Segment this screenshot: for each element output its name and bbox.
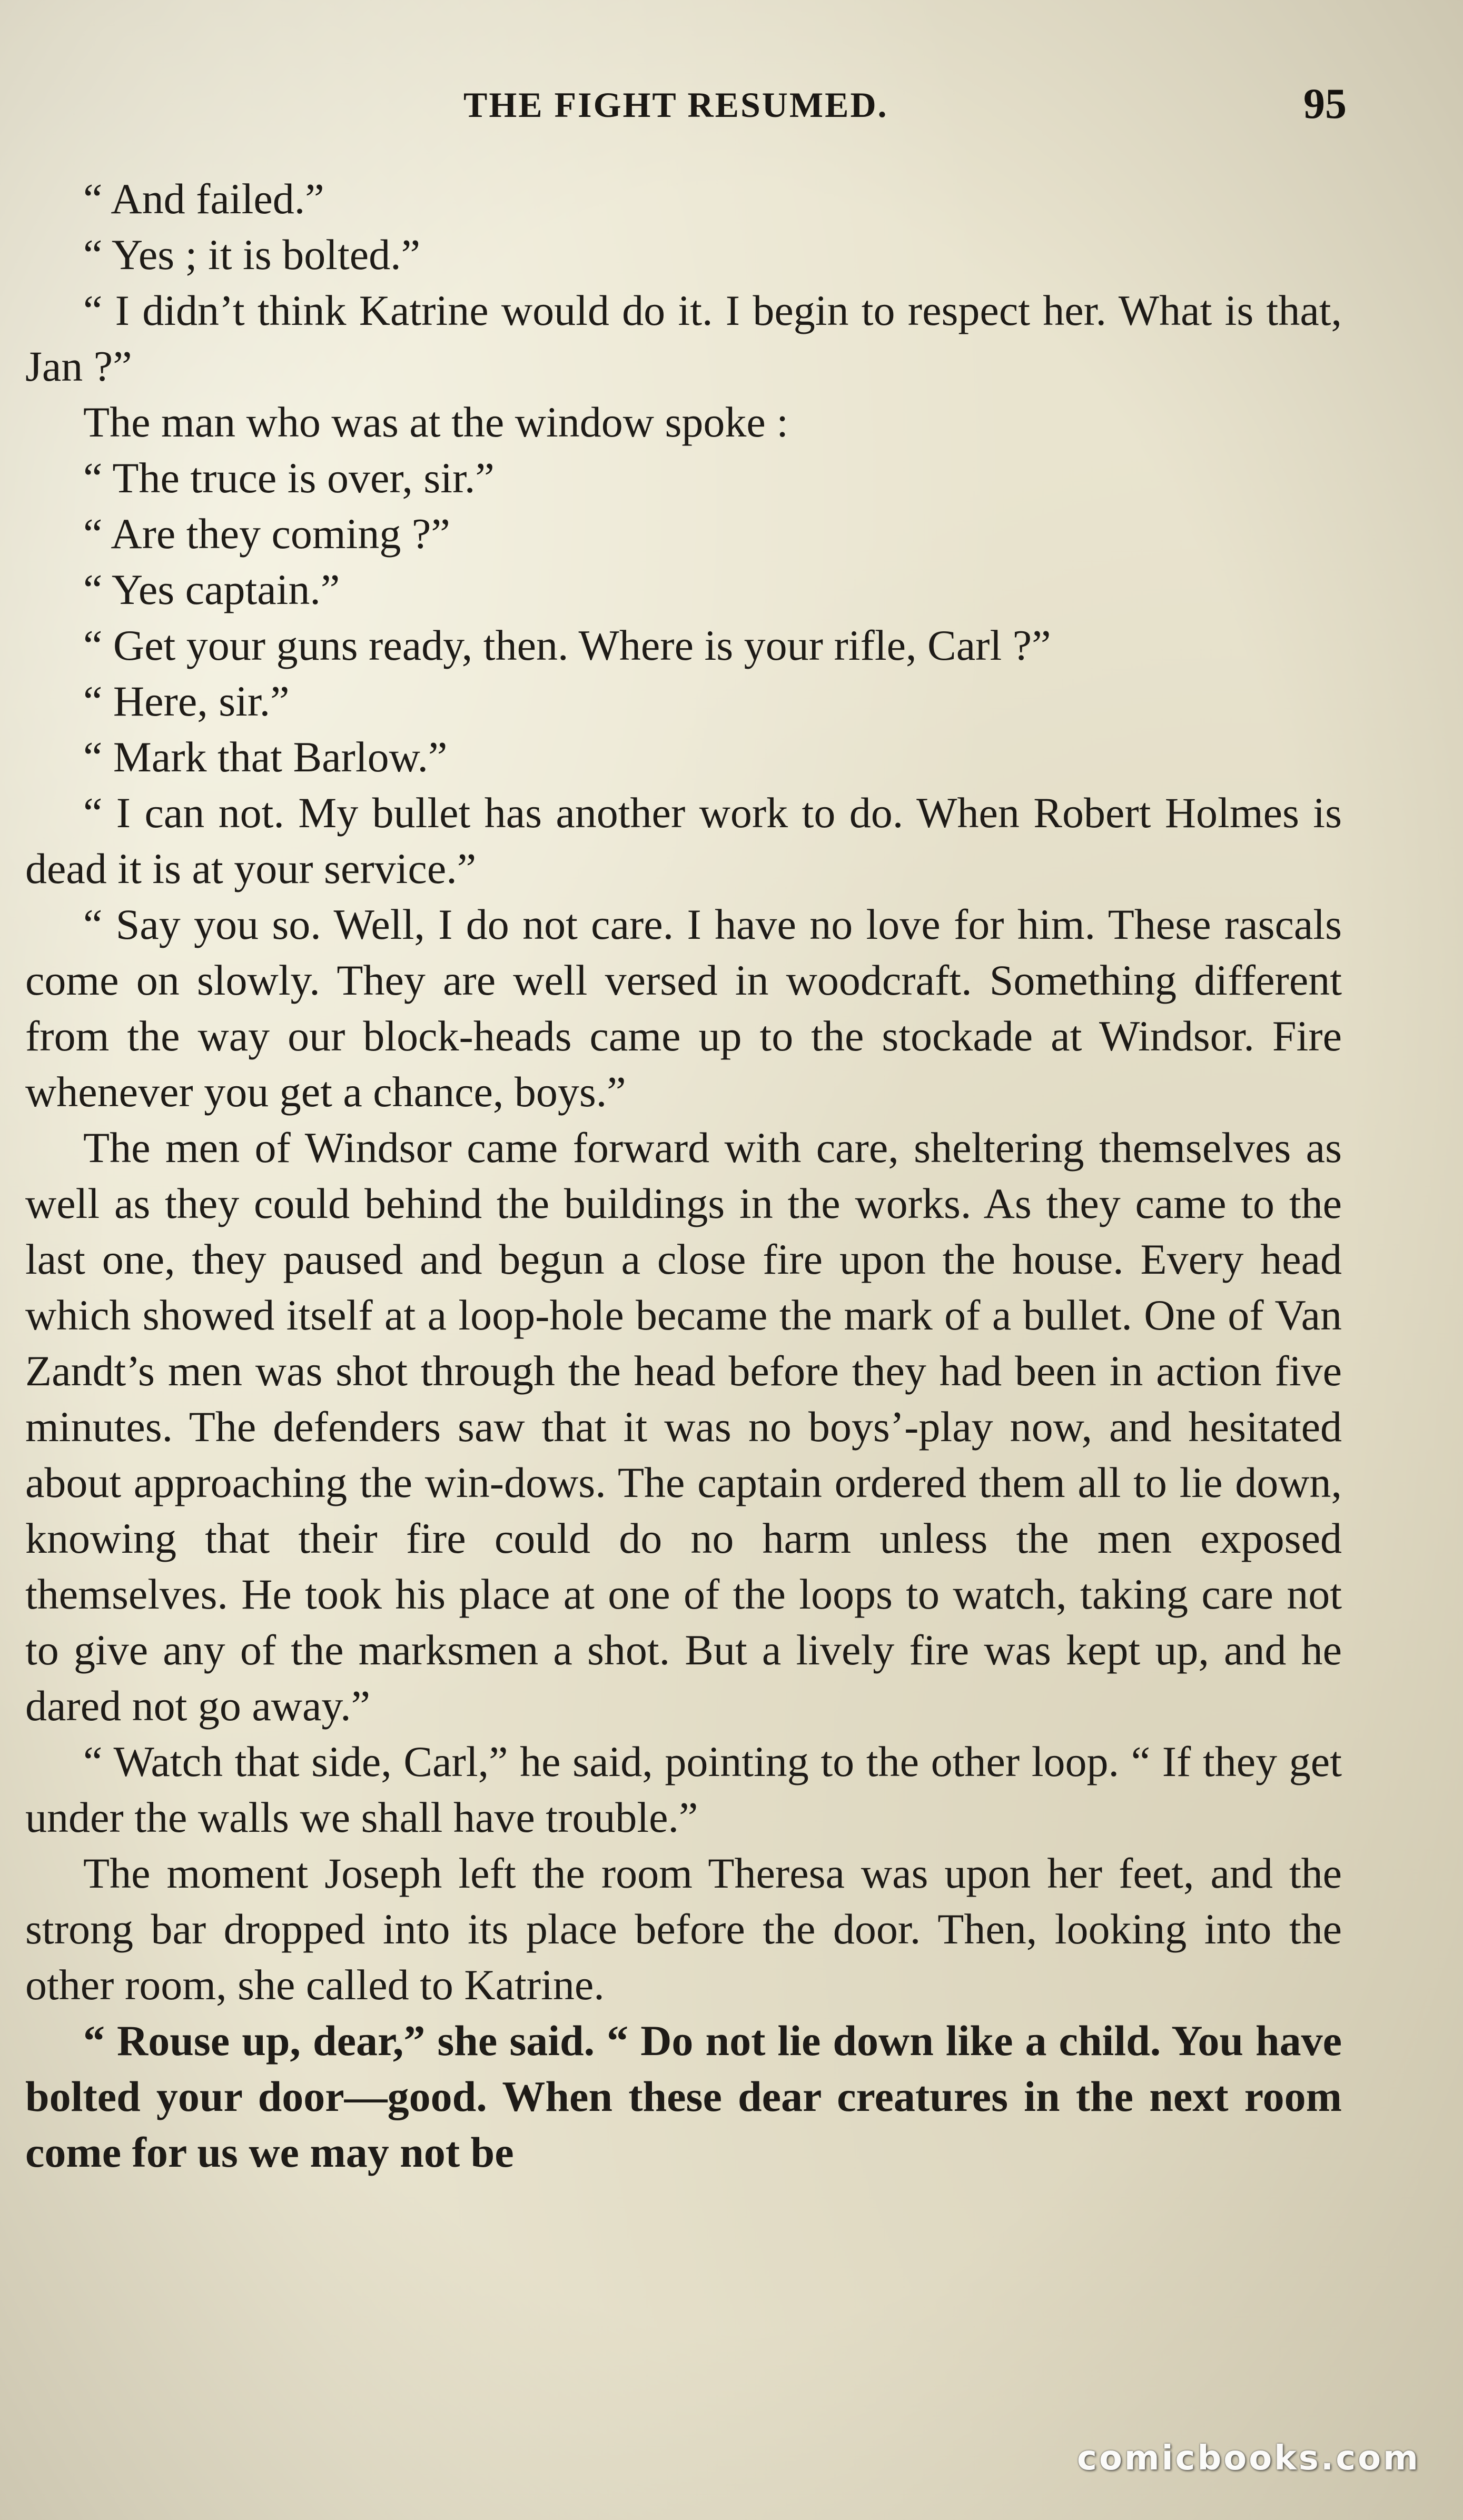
paragraph: “ Rouse up, dear,” she said. “ Do not lie down like a child. You have bolted your door—good. When these dear creatures in the next room come for us we may not be [25, 2017, 1342, 2176]
paragraph: “ Mark that Barlow.” [83, 733, 448, 781]
paragraph: “ The truce is over, sir.” [83, 454, 495, 502]
running-head [0, 79, 1463, 137]
paragraph: “ I can not. My bullet has another work to do. When Robert Holmes is dead it is at your service.” [25, 789, 1342, 892]
paragraph: “ Yes ; it is bolted.” [83, 231, 421, 279]
watermark: comicbooks.com [1077, 2439, 1420, 2478]
paragraph: “ Get your guns ready, then. Where is your rifle, Carl ?” [83, 621, 1051, 669]
body-text [25, 171, 1342, 2180]
paragraph: “ Here, sir.” [83, 677, 290, 725]
paragraph: The moment Joseph left the room Theresa was upon her feet, and the strong bar dropped into its place before the door. Then, looking into the other room, she called to Katrine. [25, 1849, 1342, 2009]
paragraph: “ And failed.” [83, 175, 324, 223]
paragraph: “ Say you so. Well, I do not care. I have no love for him. These rascals come on slowly. They are well versed in woodcraft. Something different from the way our block-heads came up to the stockade at Windsor. Fire whenever you get a chance, boys.” [25, 900, 1342, 1116]
paragraph: “ Are they coming ?” [83, 510, 450, 558]
paragraph: The men of Windsor came forward with care, sheltering themselves as well as they could behind the buildings in the works. As they came to the last one, they paused and begun a close fire upon the house. Every head which showed itself at a loop-hole became the mark of a bullet. One of Van Zandt’s men was shot through the head before they had been in action five minutes. The defenders saw that it was no boys’-play now, and hesitated about approaching the win-dows. The captain ordered them all to lie down, knowing that their fire could do no harm unless the men exposed themselves. He took his place at one of the loops to watch, taking care not to give any of the marksmen a shot. But a lively fire was kept up, and he dared not go away.” [25, 1124, 1342, 1730]
paragraph: “ Watch that side, Carl,” he said, pointing to the other loop. “ If they get under the walls we shall have trouble.” [25, 1738, 1342, 1841]
paragraph: The man who was at the window spoke : [83, 398, 789, 446]
paragraph: “ Yes captain.” [83, 565, 340, 613]
running-title: THE FIGHT RESUMED. [463, 85, 888, 125]
page-number: 95 [1303, 80, 1347, 127]
paragraph: “ I didn’t think Katrine would do it. I begin to respect her. What is that, Jan ?” [25, 286, 1342, 390]
